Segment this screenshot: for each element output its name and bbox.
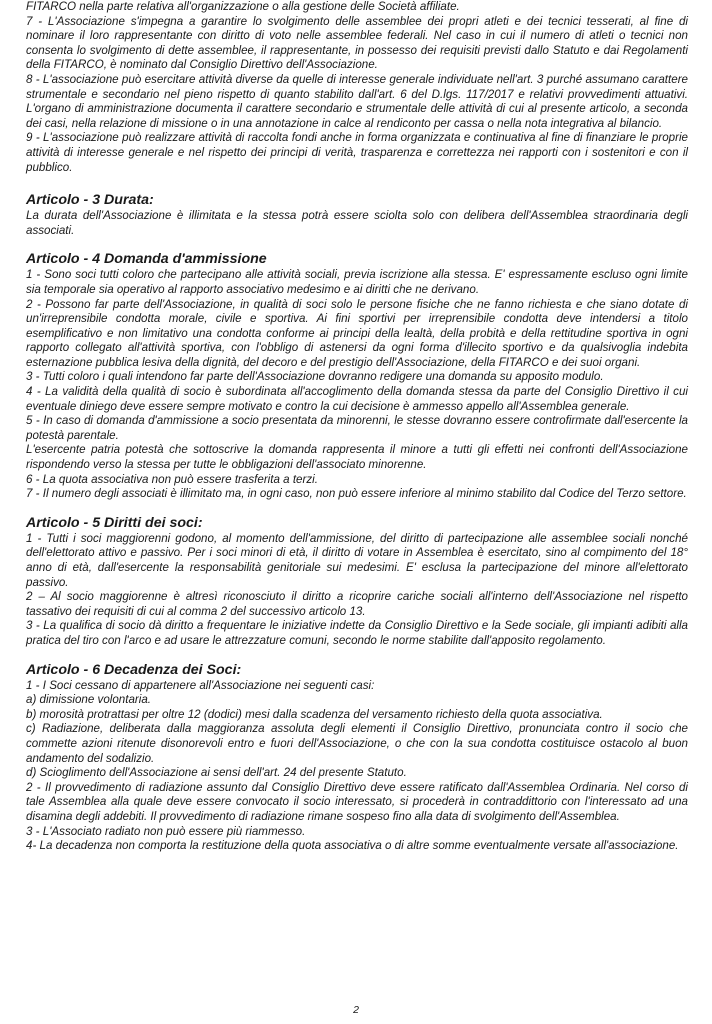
paragraph: 4- La decadenza non comporta la restituzione della quota associativa o di altre somme eventualmente versate all'associazione. xyxy=(26,839,679,853)
paragraph: 6 - La quota associativa non può essere trasferita a terzi. xyxy=(26,472,318,486)
paragraph: 7 - L'Associazione s'impegna a garantire lo svolgimento delle assemblee dei propri atleti e dei tecnici tesserati, al fine di nominare il loro rappresentante con diritto di voto nelle assemblee federali. Nel caso in cui il numero di atleti o tecnici non consenta lo svolgimento di dette assemblee, il rappresentante, in possesso dei requisiti previsti dallo Statuto e dai Regolamenti della FITARCO, è nominato dal Consiglio Direttivo dell'Associazione. xyxy=(26,14,688,72)
paragraph: 4 - La validità della qualità di socio è subordinata all'accoglimento della domanda stessa da parte del Consiglio Direttivo il cui eventuale diniego deve essere sempre motivato e contro la cui decisione è ammesso appello all'Assemblea generale. xyxy=(26,385,688,413)
list-item: c) Radiazione, deliberata dalla maggioranza assoluta degli elementi il Consiglio Direttivo, pronunciata contro il socio che commette azioni ritenute disonorevoli entro e fuori dell'Associazione, o che con la sua condotta costituisce ostacolo al buon andamento del sodalizio. xyxy=(26,722,688,765)
paragraph: 1 - Tutti i soci maggiorenni godono, al momento dell'ammissione, del diritto di partecipazione alle assemblee sociali nonché dell'elettorato attivo e passivo. Per i soci minori di età, il diritto di votare in Assemblea è esercitato, sino al compimento del 18° anno di età, dall'esercente la responsabilità genitoriale sui medesimi. E' esclusa la partecipazione del minore all'elettorato passivo. xyxy=(26,531,688,589)
article-6-heading: Articolo - 6 Decadenza dei Soci: xyxy=(26,661,242,678)
paragraph: 2 - Possono far parte dell'Associazione, in qualità di soci solo le persone fisiche che ne fanno richiesta e che siano dotate di un'irreprensibile condotta morale, civile e sportiva. Ai fini sportivi per irreprensibile condotta deve intendersi a titolo esemplificativo e non limitativo una condotta conforme ai principi della lealtà, della probità e della rettitudine sportiva in ogni rapporto collegato all'attività sportiva, con l'obbligo di astenersi da ogni forma d'illecito sportivo e da qualsivoglia indebita esternazione pubblica lesiva della dignità, del decoro e del prestigio dell'Associazione, della FITARCO e dei suoi organi. xyxy=(26,297,688,369)
paragraph: FITARCO nella parte relativa all'organizzazione o alla gestione delle Società affiliate. xyxy=(26,0,460,13)
document-page xyxy=(26,0,688,866)
paragraph: 3 - La qualifica di socio dà diritto a frequentare le iniziative indette da Consiglio Direttivo e la Sede sociale, gli impianti adibiti alla pratica del tiro con l'arco e ad usare le attrezzature comuni, secondo le norme stabilite dall'apposito regolamento. xyxy=(26,619,688,647)
list-item: b) morosità protrattasi per oltre 12 (dodici) mesi dalla scadenza del versamento richiesto della quota associativa. xyxy=(26,707,603,721)
list-item: d) Scioglimento dell'Associazione ai sensi dell'art. 24 del presente Statuto. xyxy=(26,766,407,780)
paragraph: L'esercente patria potestà che sottoscrive la domanda rappresenta il minore a tutti gli effetti nei confronti dell'Associazione rispondendo verso la stessa per tutte le obbligazioni dell'associato minorenne. xyxy=(26,443,688,472)
article-5-section xyxy=(26,514,688,649)
paragraph: 9 - L'associazione può realizzare attività di raccolta fondi anche in forma organizzata e continuativa al fine di finanziare le proprie attività di interesse generale e nel rispetto dei principi di verità, trasparenza e correttezza nei rapporti con i sostenitori e con il pubblico. xyxy=(26,131,688,174)
article-6-section xyxy=(26,661,688,854)
article-3-heading: Articolo - 3 Durata: xyxy=(26,192,154,209)
paragraph: 1 - Sono soci tutti coloro che partecipano alle attività sociali, previa iscrizione alla stessa. E' espressamente escluso ogni limite sia temporale sia operativo al rapporto associativo medesimo e ai diritti che ne derivano. xyxy=(26,268,688,296)
paragraph: 8 - L'associazione può esercitare attività diverse da quelle di interesse generale individuate nell'art. 3 purché assumano carattere strumentale e secondario nel pieno rispetto di quanto stabilito dall'art. 6 del D.lgs. 117/2017 e relativi provvedimenti attuativi. L'organo di amministrazione documenta il carattere secondario e strumentale delle attività di cui al presente articolo, a seconda dei casi, nella relazione di missione o in una annotazione in calce al rendiconto per cassa o nella nota integrativa al bilancio. xyxy=(26,72,688,130)
intro-section xyxy=(26,0,688,175)
article-3-section xyxy=(26,191,688,238)
page-number: 2 xyxy=(353,1004,359,1016)
list-item: a) dimissione volontaria. xyxy=(26,693,152,707)
article-5-heading: Articolo - 5 Diritti dei soci: xyxy=(26,514,203,531)
paragraph: 3 - Tutti coloro i quali intendono far parte dell'Associazione dovranno redigere una domanda su apposito modulo. xyxy=(26,370,604,384)
paragraph: 1 - I Soci cessano di appartenere all'Associazione nei seguenti casi: xyxy=(26,678,375,692)
paragraph: 2 – Al socio maggiorenne è altresì riconosciuto il diritto a ricoprire cariche sociali all'interno dell'Associazione nel rispetto tassativo dei requisiti di cui al comma 2 del successivo articolo 13. xyxy=(26,590,688,618)
paragraph: 2 - Il provvedimento di radiazione assunto dal Consiglio Direttivo deve essere ratificato dall'Assemblea Ordinaria. Nel corso di tale Assemblea alla quale deve essere convocato il socio interessato, si procederà in contraddittorio con l'interessato ad una disamina degli addebiti. Il provvedimento di radiazione rimane sospeso fino alla data di svolgimento dell'Assemblea. xyxy=(26,780,688,823)
article-4-heading: Articolo - 4 Domanda d'ammissione xyxy=(26,251,267,268)
paragraph: 3 - L'Associato radiato non può essere più riammesso. xyxy=(26,824,306,838)
paragraph: 5 - In caso di domanda d'ammissione a socio presentata da minorenni, le stesse dovranno essere controfirmate dall'esercente la potestà parentale. xyxy=(26,414,688,442)
article-4-section xyxy=(26,250,688,502)
paragraph: La durata dell'Associazione è illimitata e la stessa potrà essere sciolta solo con delibera dell'Assemblea straordinaria degli associati. xyxy=(26,209,688,237)
paragraph: 7 - Il numero degli associati è illimitato ma, in ogni caso, non può essere inferiore al minimo stabilito dal Codice del Terzo settore. xyxy=(26,487,687,501)
